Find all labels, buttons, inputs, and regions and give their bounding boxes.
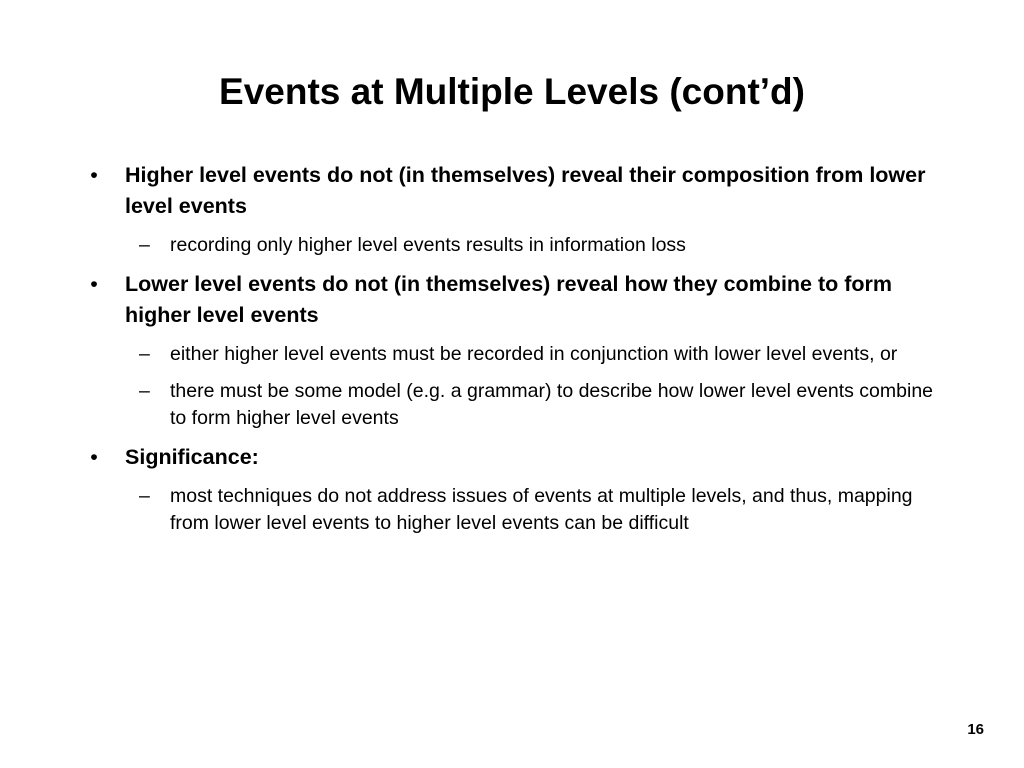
bullet-item bbox=[84, 160, 944, 222]
sub-bullet-item bbox=[84, 341, 944, 368]
bullet-marker: • bbox=[90, 445, 98, 469]
bullet-marker: • bbox=[90, 163, 98, 187]
slide-content bbox=[84, 160, 944, 547]
sub-bullet-text: either higher level events must be recorded in conjunction with lower level events, or bbox=[170, 343, 898, 365]
bullet-text: Significance: bbox=[125, 445, 259, 469]
sub-bullet-marker: – bbox=[139, 234, 150, 256]
bullet-item bbox=[84, 442, 944, 473]
sub-bullet-text: there must be some model (e.g. a grammar) to describe how lower level events combine to form higher level events bbox=[170, 380, 934, 429]
bullet-text: Higher level events do not (in themselves) reveal their composition from lower level events bbox=[125, 163, 926, 218]
sub-bullet-text: recording only higher level events results in information loss bbox=[170, 234, 686, 256]
bullet-marker: • bbox=[90, 272, 98, 296]
sub-bullet-item bbox=[84, 378, 944, 432]
sub-bullet-text: most techniques do not address issues of events at multiple levels, and thus, mapping from lower level events to higher level events can be difficult bbox=[170, 485, 913, 534]
sub-bullet-marker: – bbox=[139, 343, 150, 365]
sub-bullet-item bbox=[84, 232, 944, 259]
sub-bullet-item bbox=[84, 483, 944, 537]
bullet-item bbox=[84, 269, 944, 331]
page-number: 16 bbox=[967, 721, 984, 738]
slide-title: Events at Multiple Levels (cont’d) bbox=[219, 71, 805, 112]
sub-bullet-marker: – bbox=[139, 485, 150, 507]
sub-bullet-marker: – bbox=[139, 380, 150, 402]
bullet-text: Lower level events do not (in themselves) reveal how they combine to form higher level events bbox=[125, 272, 893, 327]
